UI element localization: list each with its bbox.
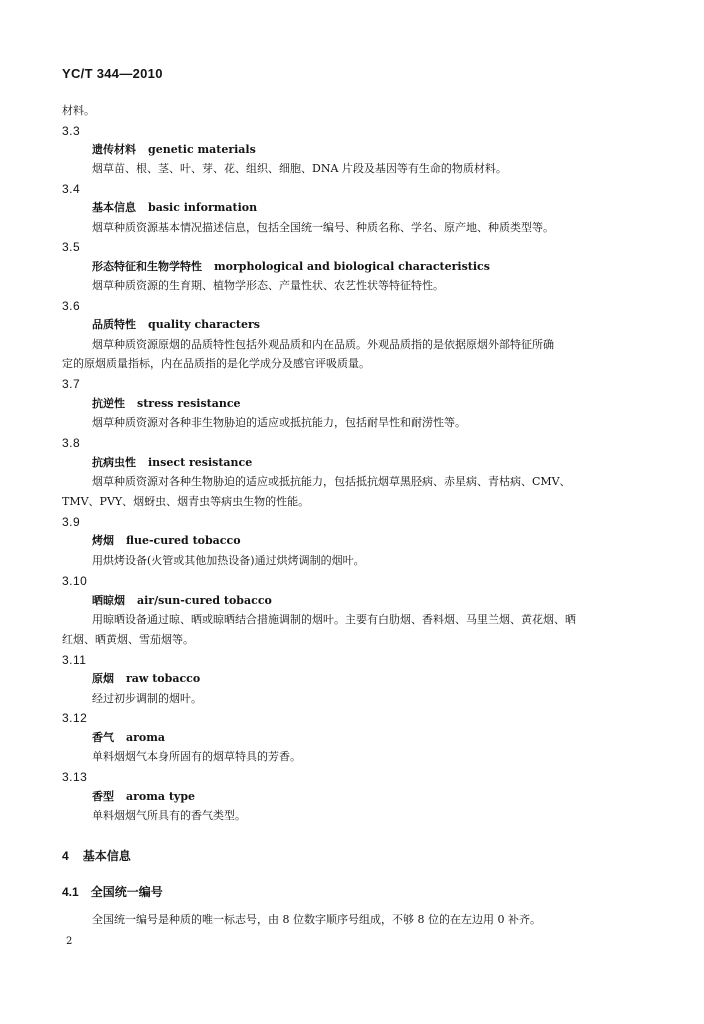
term-en: quality characters (148, 318, 260, 331)
term-number: 3.3 (62, 124, 81, 138)
term-number: 3.6 (62, 299, 81, 313)
term-definition: 烟草苗、根、茎、叶、芽、花、组织、细胞、DNA 片段及基因等有生命的物质材料。 (92, 162, 507, 175)
subsection-body: 全国统一编号是种质的唯一标志号，由 8 位数字顺序号组成，不够 8 位的在左边用 0 补齐。 (92, 913, 541, 926)
term-en: morphological and biological characteristics (214, 260, 490, 273)
term-zh: 烤烟 (92, 534, 114, 547)
term-zh: 原烟 (92, 672, 114, 685)
term-heading (92, 455, 252, 471)
term-en: insect resistance (148, 456, 253, 469)
term-heading (92, 259, 490, 275)
term-number: 3.9 (62, 515, 81, 529)
term-heading (92, 317, 260, 333)
term-heading (92, 593, 272, 609)
term-zh: 基本信息 (92, 201, 136, 214)
term-definition-cont: 定的原烟质量指标，内在品质指的是化学成分及感官评吸质量。 (62, 357, 370, 370)
section-heading (62, 848, 131, 864)
term-en: basic information (148, 201, 258, 214)
standard-code: YC/T 344—2010 (62, 66, 163, 81)
term-heading (92, 200, 257, 216)
term-zh: 抗病虫性 (92, 456, 136, 469)
term-heading (92, 142, 256, 158)
section-number: 4 (62, 849, 69, 863)
term-number: 3.5 (62, 240, 81, 254)
term-definition: 用烘烤设备(火管或其他加热设备)通过烘烤调制的烟叶。 (92, 554, 365, 567)
term-number: 3.10 (62, 574, 88, 588)
term-zh: 香气 (92, 731, 114, 744)
term-en: raw tobacco (126, 672, 201, 685)
term-number: 3.11 (62, 653, 87, 667)
intro-line: 材料。 (62, 104, 95, 117)
term-definition: 用晾晒设备通过晾、晒或晾晒结合措施调制的烟叶。主要有白肋烟、香料烟、马里兰烟、黄花烟、晒 (92, 613, 576, 626)
subsection-title: 全国统一编号 (90, 885, 163, 899)
term-number: 3.12 (62, 711, 88, 725)
page-number: 2 (66, 936, 73, 947)
term-heading (92, 730, 165, 746)
term-zh: 晒晾烟 (92, 594, 125, 607)
term-zh: 抗逆性 (92, 397, 125, 410)
term-number: 3.8 (62, 436, 81, 450)
term-en: stress resistance (137, 397, 241, 410)
term-definition: 烟草种质资源的生育期、植物学形态、产量性状、农艺性状等特征特性。 (92, 279, 444, 292)
term-en: aroma (126, 731, 166, 744)
term-number: 3.7 (62, 377, 81, 391)
term-zh: 遗传材料 (92, 143, 136, 156)
term-definition-cont: TMV、PVY、烟蚜虫、烟青虫等病虫生物的性能。 (62, 495, 310, 508)
term-heading (92, 533, 241, 549)
term-en: flue-cured tobacco (126, 534, 241, 547)
term-definition: 烟草种质资源基本情况描述信息，包括全国统一编号、种质名称、学名、原产地、种质类型等。 (92, 221, 554, 234)
term-en: genetic materials (148, 143, 256, 156)
term-en: air/sun-cured tobacco (137, 594, 272, 607)
term-zh: 香型 (92, 790, 114, 803)
term-en: aroma type (126, 790, 196, 803)
term-heading (92, 671, 200, 687)
subsection-number: 4.1 (62, 885, 79, 899)
term-heading (92, 396, 241, 412)
term-definition: 单料烟烟气所具有的香气类型。 (92, 809, 246, 822)
term-number: 3.4 (62, 182, 81, 196)
term-definition: 单料烟烟气本身所固有的烟草特具的芳香。 (92, 750, 301, 763)
term-heading (92, 789, 195, 805)
term-number: 3.13 (62, 770, 88, 784)
term-definition: 烟草种质资源对各种生物胁迫的适应或抵抗能力，包括抵抗烟草黑胫病、赤星病、青枯病、CMV、 (92, 475, 571, 488)
section-title: 基本信息 (82, 849, 131, 863)
term-zh: 品质特性 (92, 318, 136, 331)
term-definition: 经过初步调制的烟叶。 (92, 692, 202, 705)
subsection-heading (62, 884, 163, 900)
term-definition: 烟草种质资源原烟的品质特性包括外观品质和内在品质。外观品质指的是依据原烟外部特征所确 (92, 338, 554, 351)
term-definition: 烟草种质资源对各种非生物胁迫的适应或抵抗能力，包括耐旱性和耐涝性等。 (92, 416, 466, 429)
term-zh: 形态特征和生物学特性 (92, 260, 202, 273)
term-definition-cont: 红烟、晒黄烟、雪茄烟等。 (62, 633, 194, 646)
